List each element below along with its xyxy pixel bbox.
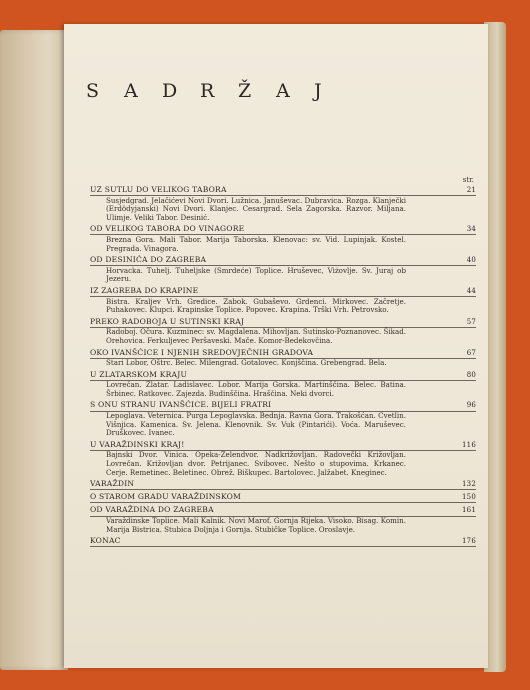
toc-entry-title: O STAROM GRADU VARAŽDINSKOM — [90, 492, 242, 502]
toc-entry-title: U ZLATARSKOM KRAJU — [90, 369, 188, 379]
toc-entry-title: S ONU STRANU IVANŠĆICE. BIJELI FRATRI — [90, 400, 272, 410]
toc-entry-places: Bistra. Kraljev Vrh. Gredice. Zabok. Gubaševo. Grdenci. Mirkovec. Začretje. Puhakovec. Klupci. Krapinske Toplice. Popovec. Krapina. Trški Vrh. Petrovsko. — [106, 296, 406, 315]
title-letter: Ž — [238, 80, 254, 102]
toc-entry-heading — [90, 371, 476, 381]
toc-entry-heading — [90, 441, 476, 451]
toc-entry-heading — [90, 480, 476, 490]
book-page — [64, 24, 488, 668]
toc-entry-heading — [90, 318, 476, 328]
toc-entry-page-number: 176 — [462, 537, 476, 546]
toc-entry — [90, 186, 476, 225]
toc-entry-title: VARAŽDIN — [90, 479, 135, 489]
toc-entry-title: U VARAŽDINSKI KRAJ! — [90, 439, 185, 449]
book-cover-left-edge — [0, 30, 68, 670]
toc-entry-places: Varaždinske Toplice. Mali Kalnik. Novi Marof. Gornja Rijeka. Visoko. Bisag. Komin. Marija Bistrica. Stubica Doljnja i Gornja. Stubičke Toplice. Oroslavje. — [106, 516, 406, 534]
title-letter: D — [162, 80, 180, 102]
toc-entry-spacer — [90, 547, 476, 550]
toc-entry-page-number: 67 — [466, 348, 476, 357]
page-title — [86, 80, 386, 102]
toc-entry-title: OD VARAŽDINA DO ZAGREBA — [90, 505, 214, 515]
toc-entry-heading — [90, 493, 476, 503]
toc-entry-title: PREKO RADOBOJA U SUTINSKI KRAJ — [90, 316, 245, 326]
toc-entry-places: Lepoglava. Veternica. Purga Lepoglavska. Bednja. Ravna Gora. Trakošćan. Cvetlin. Višnjica. Kamenica. Sv. Jelena. Klenovnik. Sv. Vuk (Pintarići). Voća. Maruševec. Druškovec. Ivanec. — [106, 411, 406, 438]
toc-entry-page-number: 132 — [462, 480, 476, 489]
toc-entry — [90, 537, 476, 550]
toc-entry-places: Lovrečan. Zlatar. Ladislavec. Lobor. Marija Gorska. Martinščina. Belec. Batina. Šrbinec. Ratkovec. Zajezda. Budinščina. Hraščina. Neki dvorci. — [106, 380, 406, 398]
title-letter: A — [124, 80, 140, 102]
toc-entry-page-number: 40 — [466, 256, 476, 265]
toc-entry — [90, 318, 476, 349]
toc-entry — [90, 349, 476, 371]
toc-entry — [90, 506, 476, 537]
toc-entry — [90, 401, 476, 440]
toc-entry-heading — [90, 349, 476, 359]
toc-entry-page-number: 96 — [466, 401, 476, 410]
title-letter: S — [86, 80, 102, 102]
toc-entry-places: Bajnski Dvor. Vinica. Opeka-Zelendvor. Nadkrižovljan. Radovečki Križovljan. Lovrečan. Križovljan dvor. Petrijanec. Svibovec. Nešto o stupovima. Krkanec. Cerje. Remetinec. Beletinec. Obrež. Biškupec. Bartolovec. Jalžabet. Kneginec. — [106, 450, 406, 477]
toc-entry-heading — [90, 287, 476, 297]
toc-entry-title: OKO IVANŠĆICE I NJENIH SREDOVJEČNIH GRADOVA — [90, 347, 314, 357]
toc-entry-page-number: 161 — [462, 506, 476, 515]
toc-entry-page-number: 21 — [466, 186, 476, 194]
toc-entry-page-number: 116 — [462, 440, 476, 449]
toc-entry-page-number: 80 — [466, 370, 476, 379]
toc-entry-title: OD VELIKOG TABORA DO VINAGORE — [90, 224, 245, 234]
toc-entry-title: UZ SUTLU DO VELIKOG TABORA — [90, 185, 227, 194]
title-letter: J — [314, 80, 324, 102]
toc-entry-heading — [90, 256, 476, 266]
toc-entry-places: Susjedgrad. Jelačićevi Novi Dvori. Lužnica. Januševac. Dubravica. Rozga. Klanječki (Erdödyjanski) Novi Dvori. Klanjec. Cesargrad. Sela Zagorska. Razvor. Miljana. Ulimje. Veliki Tabor. Desinić. — [106, 195, 406, 222]
toc-entry-heading — [90, 225, 476, 235]
toc-entry-places: Brezna Gora. Mali Tabor. Marija Taborska. Klenovac: sv. Vid. Lupinjak. Kostel. Pregrada. Vinagora. — [106, 234, 406, 253]
toc-entry — [90, 287, 476, 318]
toc-entry-page-number: 57 — [466, 317, 476, 326]
title-letter: A — [276, 80, 292, 102]
toc-entry-page-number: 34 — [466, 225, 476, 234]
toc-entry-title: OD DESINIĆA DO ZAGREBA — [90, 255, 207, 265]
toc-entry-places: Horvacka. Tuhelj. Tuheljske (Smrdeće) Toplice. Hruševec, Viżovlje. Sv. Juraj ob Jezeru. — [106, 265, 406, 284]
toc-entry-heading — [90, 537, 476, 547]
toc-entry-page-number: 44 — [466, 286, 476, 295]
table-of-contents — [90, 186, 476, 550]
toc-entry-title: KONAC — [90, 536, 121, 546]
toc-entry-heading — [90, 401, 476, 411]
toc-entry-places: Radoboj. Očura. Kuzminec: sv. Magdalena. Mihovljan. Sutinsko-Poznanovec. Šikad. Orehovica. Ferkuljevec Peršaveski. Mače. Komor-Bedekovčina. — [106, 327, 406, 345]
toc-entry — [90, 371, 476, 402]
toc-entry — [90, 225, 476, 256]
toc-entry — [90, 256, 476, 287]
title-letter: R — [200, 80, 217, 102]
toc-entry-page-number: 150 — [462, 493, 476, 502]
page-column-label: str. — [462, 176, 474, 184]
toc-entry-heading — [90, 186, 476, 196]
toc-entry-title: IZ ZAGREBA DO KRAPINE — [90, 285, 199, 295]
toc-entry — [90, 441, 476, 480]
toc-entry-heading — [90, 506, 476, 516]
toc-entry-places: Stari Lobor, Oštrc. Belec. Milengrad. Gotalovec. Konjščina. Grebengrad. Bela. — [106, 358, 387, 368]
